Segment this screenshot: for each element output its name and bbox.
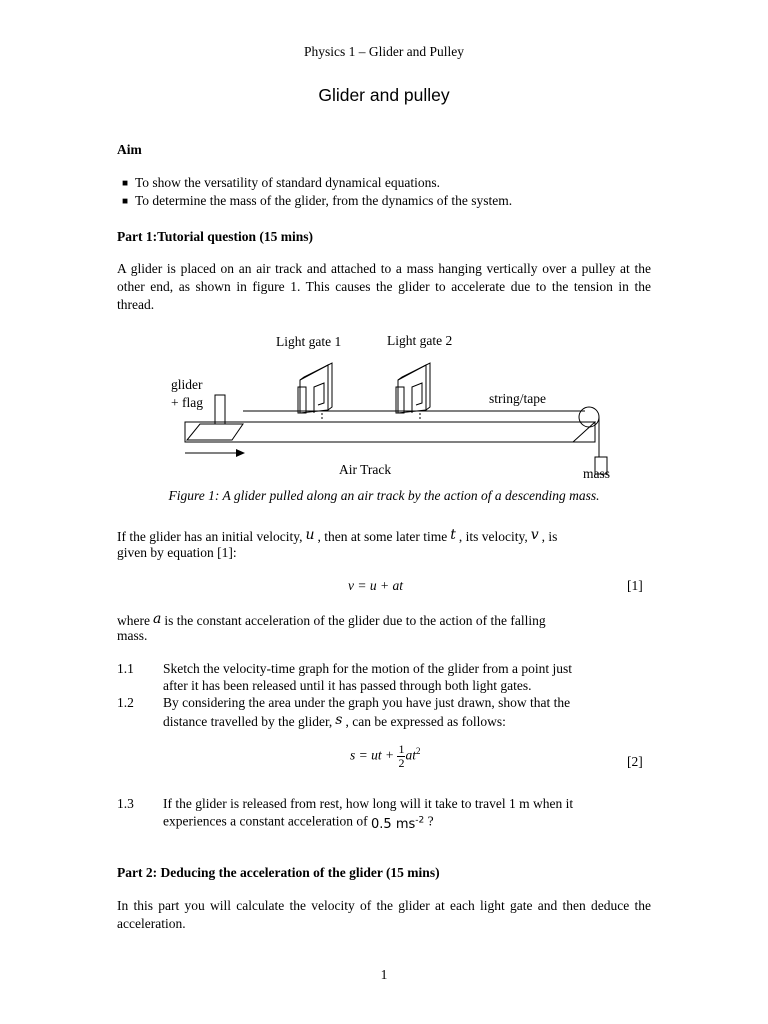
part2-heading: Part 2: Deducing the acceleration of the glider (15 mins) [117, 865, 440, 880]
bullet-square-icon: ■ [122, 178, 129, 189]
equation-2-number: [2] [627, 754, 643, 769]
label-air-track: Air Track [339, 462, 392, 477]
question-1-2-number: 1.2 [117, 695, 134, 710]
running-header: Physics 1 – Glider and Pulley [303, 44, 465, 59]
velocity-paragraph-line2: given by equation [1]: [117, 545, 237, 560]
equation-1-number: [1] [627, 578, 643, 593]
equation-2: s = ut + $\frac{1}{2}$ $at^2$ [350, 741, 421, 770]
question-1-1-line2: after it has been released until it has passed through both light gates. [163, 678, 532, 693]
label-flag: + flag [171, 395, 203, 410]
air-track-rail [185, 422, 595, 442]
label-light-gate-1: Light gate 1 [276, 334, 342, 349]
page-number: 1 [380, 967, 388, 982]
pulley-wheel [579, 407, 599, 427]
label-glider: glider [171, 377, 203, 392]
document-title: Glider and pulley [318, 85, 450, 105]
velocity-paragraph-line1: If the glider has an initial velocity, u , then at some later time t , its velocity, v , is [117, 527, 558, 544]
fraction-one-half: $\frac{1}{2}$ [398, 741, 405, 770]
question-1-1-number: 1.1 [117, 661, 134, 676]
list-item: ■ To determine the mass of the glider, from the dynamics of the system. [122, 192, 512, 210]
aim-heading: Aim [117, 142, 142, 157]
arrow-right-icon [236, 449, 245, 457]
question-1-3-line2: experiences a constant acceleration of 0.5 $ms^{-2}$ ? [163, 813, 434, 833]
acceleration-value: 0.5 $ms^{-2}$ [371, 816, 425, 833]
part2-intro: In this part you will calculate the velocity of the glider at each light gate and then deduce the acceleration. [117, 898, 651, 931]
where-paragraph-line2: mass. [117, 628, 148, 643]
label-light-gate-2: Light gate 2 [387, 333, 453, 348]
figure-air-track-diagram [0, 325, 768, 490]
label-mass: mass [583, 466, 610, 481]
list-item: ■ To show the versatility of standard dynamical equations. [122, 174, 512, 192]
where-paragraph-line1: where a is the constant acceleration of the glider due to the action of the falling [117, 611, 546, 628]
glider-flag [215, 395, 225, 424]
equation-1: v = u + at [348, 578, 403, 593]
track-end-support [573, 422, 595, 442]
question-1-2-line1: By considering the area under the graph you have just drawn, show that the [163, 695, 571, 710]
question-1-3-number: 1.3 [117, 796, 134, 811]
question-1-3-line1: If the glider is released from rest, how long will it take to travel 1 m when it [163, 796, 574, 811]
label-string-tape: string/tape [489, 391, 546, 406]
aim-bullet-list [122, 174, 512, 210]
part1-intro: A glider is placed on an air track and attached to a mass hanging vertically over a pulley at the other end, as shown in figure 1. This causes the glider to accelerate due to the tension in the thread. [117, 261, 651, 312]
question-1-1-line1: Sketch the velocity-time graph for the motion of the glider from a point just [163, 661, 573, 676]
glider-body [187, 424, 243, 440]
question-1-2-line2: distance travelled by the glider, s , can be expressed as follows: [163, 712, 506, 729]
bullet-square-icon: ■ [122, 196, 129, 207]
figure-caption: Figure 1: A glider pulled along an air track by the action of a descending mass. [168, 488, 600, 503]
part1-heading: Part 1:Tutorial question (15 mins) [117, 229, 314, 244]
